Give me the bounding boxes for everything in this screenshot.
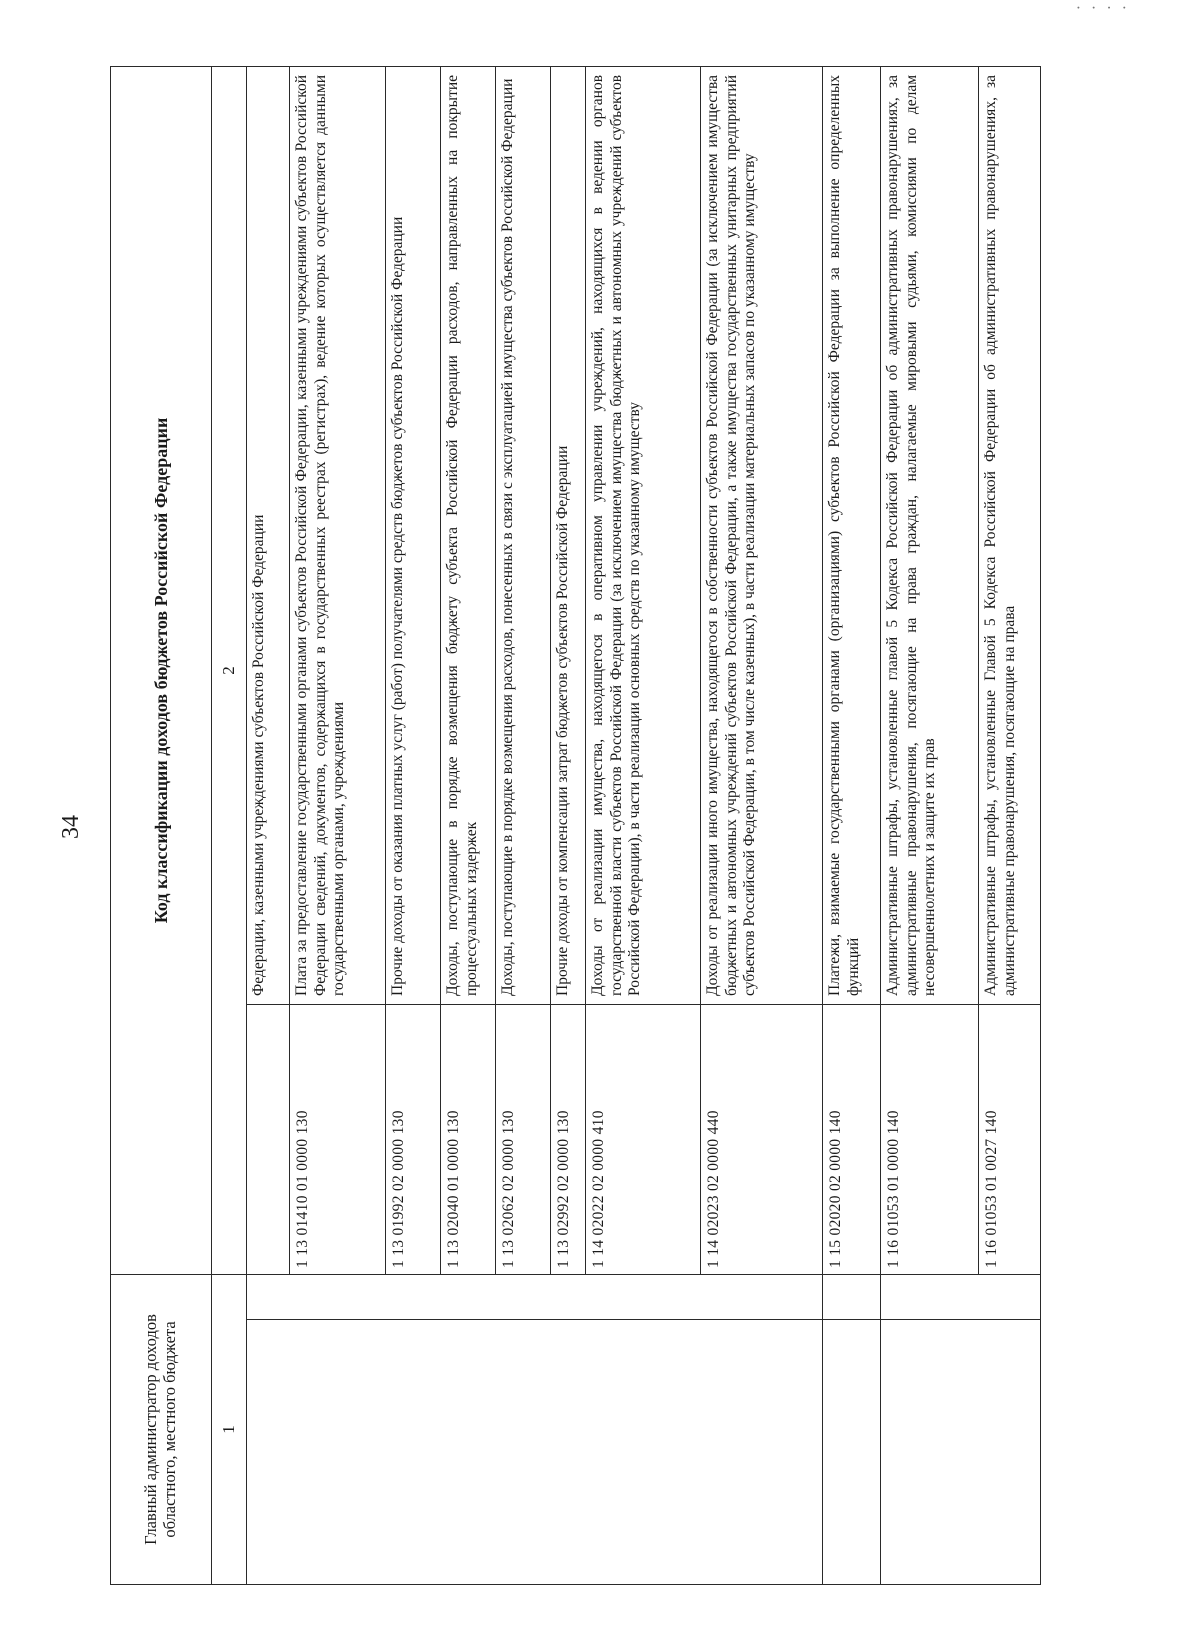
description-cell: Платежи, взимаемые государственными органами (организациями) субъектов Российской Федерации за выполнение определенных функций <box>823 66 881 1004</box>
rotated-page <box>58 65 1100 1585</box>
admin-cell <box>247 1320 823 1585</box>
code-column-header: Код классификации доходов бюджетов Российской Федерации <box>111 66 212 1274</box>
header-row <box>111 66 212 1584</box>
table-row <box>247 66 290 1584</box>
admin-cell <box>881 1320 1041 1585</box>
description-cell: Доходы от реализации иного имущества, находящегося в собственности субъектов Российской Федерации (за исключением имущества бюджетных и автономных учреждений субъектов Российской Федерации, а также имущества государственных унитарных предприятий субъектов Российской Федерации, в том числе казенных), в части реализации материальных запасов по указанному имуществу <box>701 66 823 1004</box>
admin-cell <box>881 1274 1041 1319</box>
code-cell <box>247 1004 290 1274</box>
description-cell: Административные штрафы, установленные Главой 5 Кодекса Российской Федерации об административных правонарушениях, за административные правонарушения, посягающие на права <box>979 66 1041 1004</box>
table-row <box>881 66 979 1584</box>
code-cell: 1 14 02023 02 0000 440 <box>701 1004 823 1274</box>
code-cell: 1 13 01410 01 0000 130 <box>290 1004 386 1274</box>
column-number-1: 1 <box>212 1274 247 1584</box>
description-cell: Прочие доходы от оказания платных услуг (работ) получателями средств бюджетов субъектов Российской Федерации <box>386 66 441 1004</box>
admin-cell <box>823 1274 881 1319</box>
admin-column-header: Главный администратор доходов областного, местного бюджета <box>111 1274 212 1584</box>
description-cell: Доходы от реализации имущества, находящегося в оперативном управлении учреждений, находящихся в ведении органов государственной власти субъектов Российской Федерации (за исключением имущества бюджетных и автономных учреждений субъектов Российской Федерации), в части реализации основных средств по указанному имуществу <box>586 66 701 1004</box>
column-number-2: 2 <box>212 66 247 1274</box>
page-number: 34 <box>58 815 84 839</box>
description-cell: Административные штрафы, установленные главой 5 Кодекса Российской Федерации об административных правонарушениях, за административные правонарушения, посягающие на права граждан, налагаемые мировыми судьями, комиссиями по делам несовершеннолетних и защите их прав <box>881 66 979 1004</box>
code-cell: 1 15 02020 02 0000 140 <box>823 1004 881 1274</box>
description-cell: Прочие доходы от компенсации затрат бюджетов субъектов Российской Федерации <box>551 66 586 1004</box>
code-cell: 1 16 01053 01 0027 140 <box>979 1004 1041 1274</box>
admin-cell <box>247 1274 823 1319</box>
description-cell: Доходы, поступающие в порядке возмещения расходов, понесенных в связи с эксплуатацией имущества субъектов Российской Федерации <box>496 66 551 1004</box>
code-cell: 1 13 02040 01 0000 130 <box>441 1004 496 1274</box>
code-cell: 1 13 02062 02 0000 130 <box>496 1004 551 1274</box>
code-cell: 1 13 02992 02 0000 130 <box>551 1004 586 1274</box>
table-row <box>823 66 881 1584</box>
description-cell: Федерации, казенными учреждениями субъектов Российской Федерации <box>247 66 290 1004</box>
scan-top-mark: · · · · <box>1075 0 1130 17</box>
admin-cell <box>823 1320 881 1585</box>
revenue-classification-table <box>110 66 1041 1585</box>
column-number-row <box>212 66 247 1584</box>
code-cell: 1 16 01053 01 0000 140 <box>881 1004 979 1274</box>
code-cell: 1 13 01992 02 0000 130 <box>386 1004 441 1274</box>
code-cell: 1 14 02022 02 0000 410 <box>586 1004 701 1274</box>
description-cell: Доходы, поступающие в порядке возмещения бюджету субъекта Российской Федерации расходов, направленных на покрытие процессуальных издержек <box>441 66 496 1004</box>
description-cell: Плата за предоставление государственными органами субъектов Российской Федерации, казенными учреждениями субъектов Российской Федерации сведений, документов, содержащихся в государственных реестрах (регистрах), ведение которых осуществляется данными государственными органами, учреждениями <box>290 66 386 1004</box>
